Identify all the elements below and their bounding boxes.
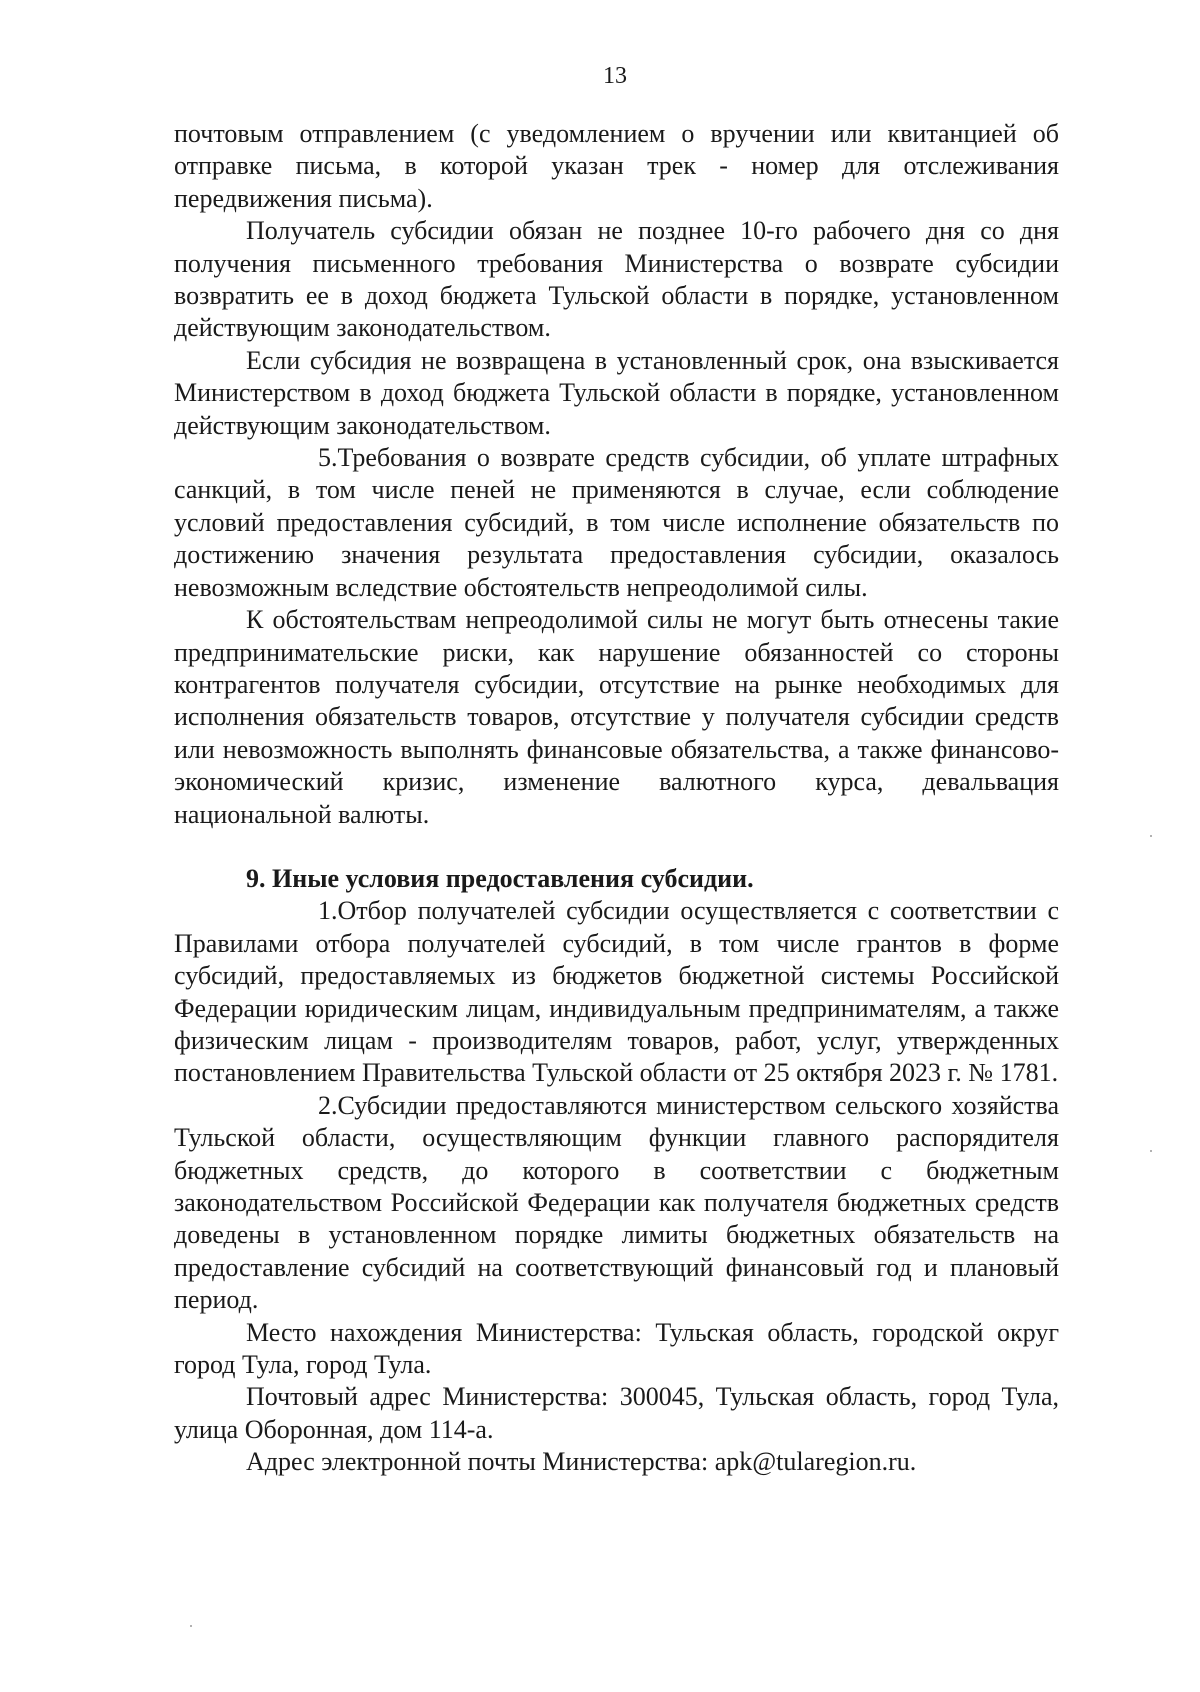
document-body: [174, 118, 1059, 1479]
paragraph-item-5: [174, 442, 1059, 604]
paragraph-text: Почтовый адрес Министерства: 300045, Тульская область, город Тула, улица Оборонная, дом 114-а.: [174, 1382, 1059, 1444]
section-heading: 9. Иные условия предоставления субсидии.: [246, 863, 754, 893]
paragraph-text: почтовым отправлением (с уведомлением о вручении или квитанцией об отправке письма, в которой указан трек - номер для отслеживания передвижения письма).: [174, 119, 1059, 213]
paragraph-text: Если субсидия не возвращена в установленный срок, она взыскивается Министерством в доход бюджета Тульской области в порядке, установленном действующим законодательством.: [174, 345, 1059, 440]
paragraph-ministry-email: [174, 1446, 1059, 1478]
paragraph-text: Адрес электронной почты Министерства: apk@tularegion.ru.: [246, 1447, 917, 1477]
paragraph-text: Получатель субсидии обязан не позднее 10-го рабочего дня со дня получения письменного требования Министерства о возврате субсидии возвратить ее в доход бюджета Тульской области в порядке, установленном действующим законодательством.: [174, 216, 1059, 343]
paragraph-force-majeure: [174, 604, 1059, 831]
paragraph-text: Субсидии предоставляются министерством сельского хозяйства Тульской области, осуществляющим функции главного распорядителя бюджетных средств, до которого в соответствии с бюджетным законодательством Российской Федерации как получателя бюджетных средств доведены в установленном порядке лимиты бюджетных обязательств на предоставление субсидий на соответствующий финансовый год и плановый период.: [174, 1090, 1059, 1315]
paragraph-ministry-location: [174, 1317, 1059, 1382]
paragraph-postal-sending: [174, 118, 1059, 215]
scan-speck: [1150, 835, 1152, 837]
paragraph-text: К обстоятельствам непреодолимой силы не могут быть отнесены такие предпринимательские риски, как нарушение обязанностей со стороны контрагентов получателя субсидии, отсутствие на рынке необходимых для исполнения обязательств товаров, отсутствие у получателя субсидии средств или невозможность выполнять финансовые обязательства, а также финансово-экономический кризис, изменение валютного курса, девальвация национальной валюты.: [174, 605, 1059, 829]
item-number: 5.: [318, 443, 338, 473]
paragraph-text: Место нахождения Министерства: Тульская область, городской округ город Тула, город Тула.: [174, 1317, 1059, 1380]
scan-speck: [190, 1625, 192, 1627]
paragraph-refund-obligation: [174, 215, 1059, 345]
paragraph-item-2: [174, 1090, 1059, 1317]
paragraph-refund-collection: [174, 345, 1059, 442]
paragraph-ministry-postal-address: [174, 1381, 1059, 1446]
item-number: 1.: [318, 896, 338, 926]
scan-speck: [1150, 1150, 1152, 1152]
page-number: 13: [603, 63, 627, 89]
paragraph-item-1: [174, 895, 1059, 1089]
paragraph-text: Требования о возврате средств субсидии, об уплате штрафных санкций, в том числе пеней не применяются в случае, если соблюдение условий предоставления субсидий, в том числе исполнение обязательств по достижению значения результата предоставления субсидии, оказалось невозможным вследствие обстоятельств непреодолимой силы.: [174, 443, 1059, 602]
item-number: 2.: [318, 1090, 338, 1120]
paragraph-text: Отбор получателей субсидии осуществляется с соответствии с Правилами отбора получателей субсидий, в том числе грантов в форме субсидий, предоставляемых из бюджетов бюджетной системы Российской Федерации юридическим лицам, индивидуальным предпринимателям, а также физическим лицам - производителям товаров, работ, услуг, утвержденных постановлением Правительства Тульской области от 25 октября 2023 г. № 1781.: [174, 896, 1059, 1088]
